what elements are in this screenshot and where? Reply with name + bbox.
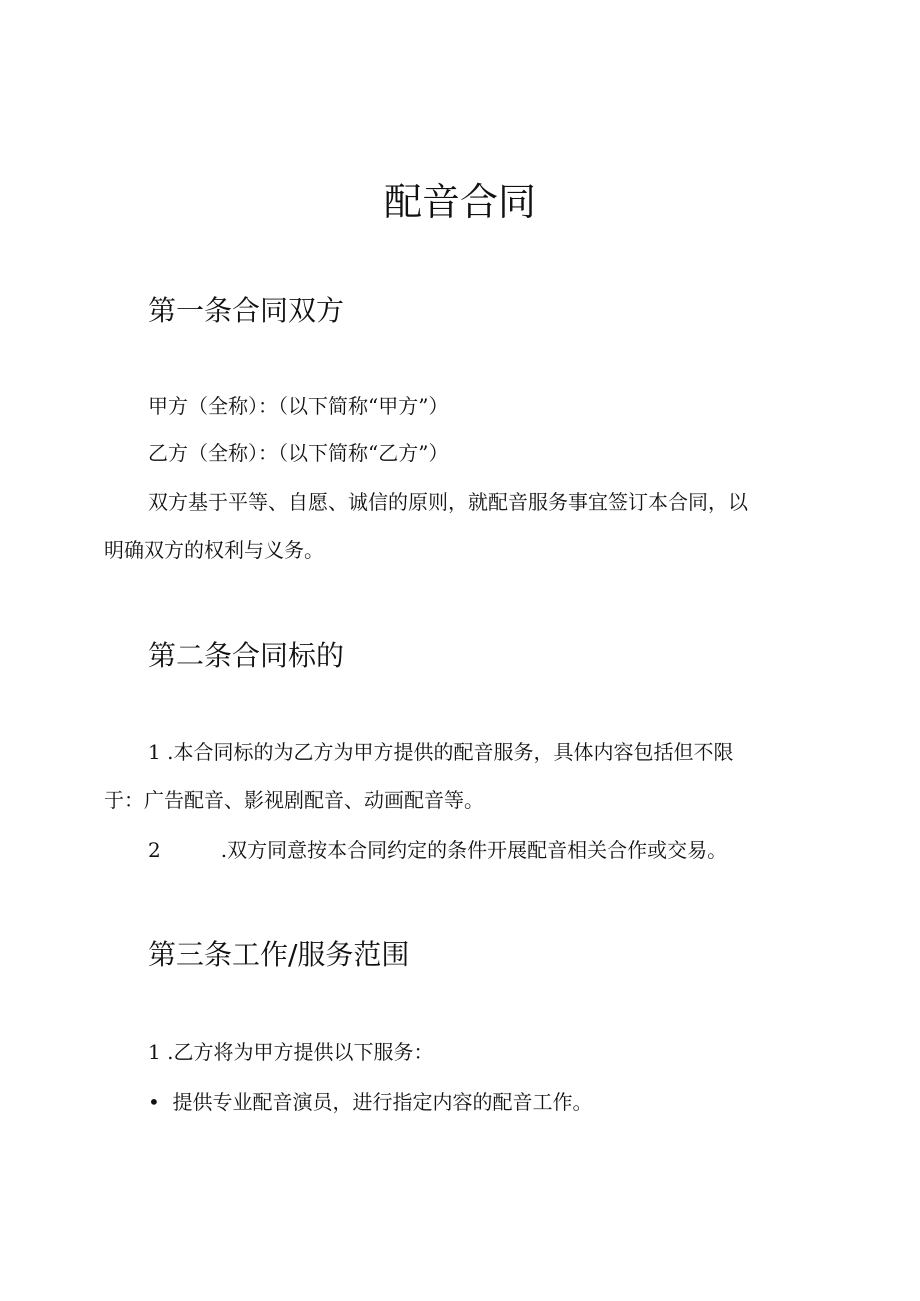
subject-item-1-line-1 xyxy=(148,737,733,767)
subject-item-2-text: .双方同意按本合同约定的条件开展配音相关合作或交易。 xyxy=(220,838,728,862)
section-heading-subject: 第二条合同标的 xyxy=(148,639,345,672)
subject-item-2-number: 2 xyxy=(148,838,161,862)
party-a-line: 甲方（全称）：（以下简称“甲方”） xyxy=(148,394,449,418)
intro-paragraph-line-1: 双方基于平等、自愿、诚信的原则，就配音服务事宜签订本合同，以 xyxy=(148,490,748,514)
scope-item-1 xyxy=(148,1037,433,1067)
section-heading-scope: 第三条工作/服务范围 xyxy=(148,938,410,971)
bullet-icon: • xyxy=(148,1090,160,1114)
scope-bullet-1 xyxy=(148,1087,593,1117)
document-title: 配音合同 xyxy=(383,180,536,224)
subject-item-1-line-2: 于：广告配音、影视剧配音、动画配音等。 xyxy=(104,788,484,812)
intro-paragraph-line-2: 明确双方的权利与义务。 xyxy=(104,538,324,562)
section-heading-parties: 第一条合同双方 xyxy=(148,294,345,327)
scope-item-1-number: 1 xyxy=(148,1040,161,1064)
subject-item-2 xyxy=(148,835,727,865)
party-b-line: 乙方（全称）：（以下简称“乙方”） xyxy=(148,441,449,465)
scope-bullet-1-text: 提供专业配音演员，进行指定内容的配音工作。 xyxy=(172,1090,593,1114)
subject-item-1-number: 1 xyxy=(148,740,161,764)
scope-item-1-text: .乙方将为甲方提供以下服务： xyxy=(167,1040,434,1064)
subject-item-1-text: .本合同标的为乙方为甲方提供的配音服务，具体内容包括但不限 xyxy=(167,740,734,764)
